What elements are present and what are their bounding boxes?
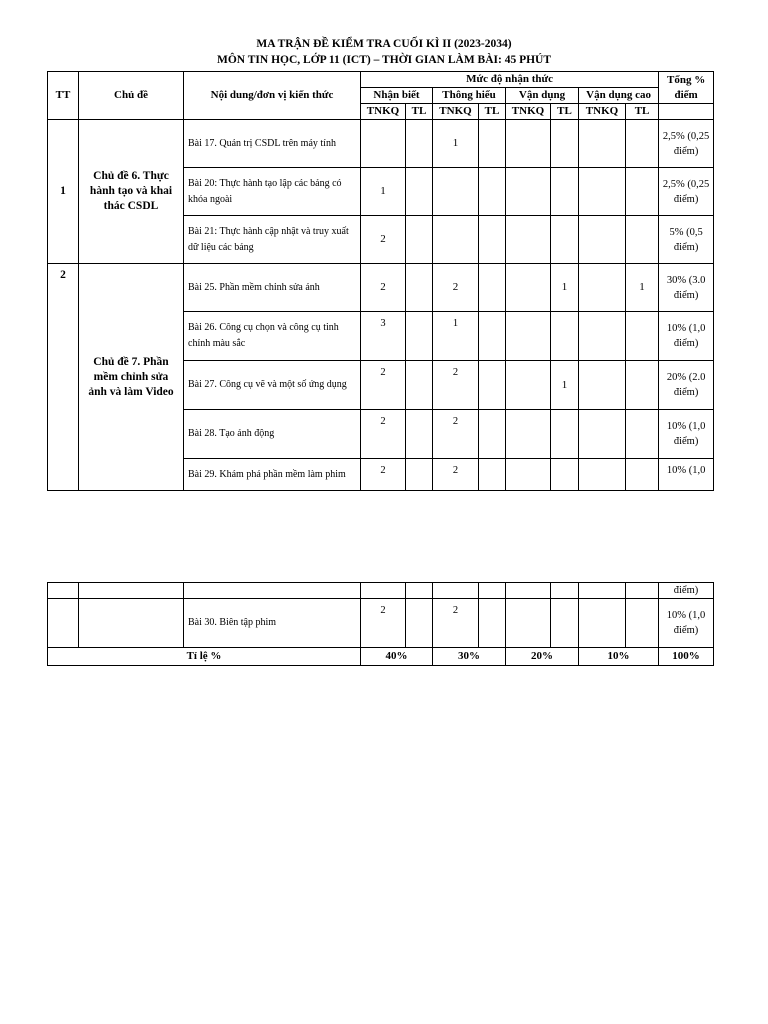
count-cell xyxy=(406,459,433,491)
count-cell xyxy=(551,168,579,216)
table-row xyxy=(48,120,714,168)
count-cell xyxy=(479,312,506,361)
content-cell: Bài 20: Thực hành tạo lập các bảng có khóa ngoài xyxy=(184,168,361,216)
summary-label: Tỉ lệ % xyxy=(48,648,361,666)
header-level-thong-hieu: Thông hiểu xyxy=(433,88,506,104)
total-cell: 2,5% (0,25 điểm) xyxy=(659,120,714,168)
total-cell: điểm) xyxy=(659,583,714,599)
subheader-empty xyxy=(659,104,714,120)
count-cell: 1 xyxy=(433,312,479,361)
count-cell xyxy=(506,410,551,459)
count-cell: 2 xyxy=(433,599,479,648)
count-cell xyxy=(406,168,433,216)
total-cell: 20% (2.0 điểm) xyxy=(659,361,714,410)
count-cell: 3 xyxy=(361,312,406,361)
table-row xyxy=(48,583,714,599)
count-cell xyxy=(506,264,551,312)
count-cell: 1 xyxy=(433,120,479,168)
count-cell xyxy=(406,583,433,599)
topic-name: Chủ đề 6. Thực hành tạo và khai thác CSDL xyxy=(79,120,184,264)
count-cell xyxy=(406,120,433,168)
header-tt: TT xyxy=(48,72,79,120)
header-content: Nội dung/đơn vị kiến thức xyxy=(184,72,361,120)
count-cell xyxy=(433,216,479,264)
count-cell xyxy=(506,120,551,168)
count-cell xyxy=(506,168,551,216)
count-cell: 2 xyxy=(361,361,406,410)
topic-number: 1 xyxy=(48,120,79,264)
count-cell: 2 xyxy=(433,410,479,459)
count-cell xyxy=(626,361,659,410)
empty-cell xyxy=(48,583,79,599)
content-cell: Bài 25. Phần mềm chỉnh sửa ảnh xyxy=(184,264,361,312)
content-cell: Bài 27. Công cụ vẽ và một số ứng dụng xyxy=(184,361,361,410)
subheader-tl: TL xyxy=(406,104,433,120)
count-cell xyxy=(579,312,626,361)
count-cell xyxy=(626,583,659,599)
total-cell: 10% (1,0 xyxy=(659,459,714,491)
count-cell xyxy=(506,459,551,491)
count-cell xyxy=(479,168,506,216)
header-level-van-dung-cao: Vận dụng cao xyxy=(579,88,659,104)
count-cell xyxy=(579,459,626,491)
count-cell: 1 xyxy=(551,264,579,312)
count-cell xyxy=(626,168,659,216)
subheader-tnkq: TNKQ xyxy=(433,104,479,120)
subheader-tl: TL xyxy=(626,104,659,120)
count-cell xyxy=(406,312,433,361)
count-cell xyxy=(506,361,551,410)
subheader-tl: TL xyxy=(479,104,506,120)
count-cell xyxy=(551,459,579,491)
count-cell xyxy=(506,312,551,361)
count-cell xyxy=(406,410,433,459)
count-cell xyxy=(551,410,579,459)
count-cell xyxy=(626,459,659,491)
count-cell xyxy=(579,410,626,459)
count-cell xyxy=(506,599,551,648)
count-cell xyxy=(479,599,506,648)
summary-row xyxy=(48,648,714,666)
count-cell: 2 xyxy=(433,459,479,491)
content-cell: Bài 29. Khám phá phần mềm làm phim xyxy=(184,459,361,491)
count-cell xyxy=(551,120,579,168)
summary-nhan-biet: 40% xyxy=(361,648,433,666)
total-cell: 10% (1,0 điểm) xyxy=(659,312,714,361)
count-cell xyxy=(551,599,579,648)
header-total: Tổng % điểm xyxy=(659,72,714,104)
content-cell: Bài 26. Công cụ chọn và công cụ tinh chỉnh màu sắc xyxy=(184,312,361,361)
document-subtitle: MÔN TIN HỌC, LỚP 11 (ICT) – THỜI GIAN LÀM BÀI: 45 PHÚT xyxy=(216,54,552,66)
count-cell: 2 xyxy=(433,264,479,312)
count-cell xyxy=(579,264,626,312)
table-row xyxy=(48,264,714,312)
subheader-tnkq: TNKQ xyxy=(361,104,406,120)
count-cell xyxy=(579,599,626,648)
count-cell xyxy=(506,583,551,599)
count-cell xyxy=(433,168,479,216)
count-cell xyxy=(479,459,506,491)
topic-number: 2 xyxy=(48,264,79,491)
count-cell xyxy=(579,361,626,410)
header-level-van-dung: Vận dụng xyxy=(506,88,579,104)
count-cell xyxy=(479,120,506,168)
total-cell: 10% (1,0 điểm) xyxy=(659,410,714,459)
count-cell xyxy=(479,216,506,264)
count-cell xyxy=(579,168,626,216)
count-cell xyxy=(626,216,659,264)
count-cell xyxy=(406,216,433,264)
count-cell xyxy=(626,410,659,459)
count-cell xyxy=(406,264,433,312)
count-cell xyxy=(551,216,579,264)
empty-cell xyxy=(79,599,184,648)
count-cell: 2 xyxy=(361,216,406,264)
count-cell xyxy=(406,361,433,410)
empty-cell xyxy=(48,599,79,648)
count-cell: 2 xyxy=(361,264,406,312)
total-cell: 30% (3.0 điểm) xyxy=(659,264,714,312)
matrix-table xyxy=(47,71,714,491)
count-cell xyxy=(361,120,406,168)
count-cell: 1 xyxy=(361,168,406,216)
summary-total: 100% xyxy=(659,648,714,666)
count-cell: 2 xyxy=(361,459,406,491)
topic-name: Chủ đề 7. Phần mềm chỉnh sửa ảnh và làm Video xyxy=(79,264,184,491)
header-level-nhan-biet: Nhận biết xyxy=(361,88,433,104)
table-row xyxy=(48,599,714,648)
count-cell xyxy=(551,312,579,361)
summary-van-dung: 20% xyxy=(506,648,579,666)
total-cell: 2,5% (0,25 điểm) xyxy=(659,168,714,216)
summary-thong-hieu: 30% xyxy=(433,648,506,666)
count-cell xyxy=(626,120,659,168)
summary-van-dung-cao: 10% xyxy=(579,648,659,666)
total-cell: 5% (0,5 điểm) xyxy=(659,216,714,264)
count-cell: 2 xyxy=(433,361,479,410)
header-topic: Chủ đề xyxy=(79,72,184,120)
subheader-tnkq: TNKQ xyxy=(579,104,626,120)
count-cell xyxy=(406,599,433,648)
count-cell xyxy=(579,216,626,264)
count-cell xyxy=(551,583,579,599)
count-cell xyxy=(479,410,506,459)
content-cell: Bài 17. Quản trị CSDL trên máy tính xyxy=(184,120,361,168)
count-cell xyxy=(361,583,406,599)
empty-cell xyxy=(79,583,184,599)
content-cell: Bài 28. Tạo ảnh động xyxy=(184,410,361,459)
count-cell xyxy=(626,312,659,361)
matrix-table-continued xyxy=(47,582,714,666)
count-cell xyxy=(479,583,506,599)
count-cell xyxy=(579,583,626,599)
count-cell xyxy=(579,120,626,168)
count-cell xyxy=(433,583,479,599)
count-cell: 2 xyxy=(361,410,406,459)
count-cell xyxy=(626,599,659,648)
count-cell xyxy=(479,361,506,410)
subheader-tnkq: TNKQ xyxy=(506,104,551,120)
document-title: MA TRẬN ĐỀ KIỂM TRA CUỐI KÌ II (2023-2034) xyxy=(256,38,512,50)
content-cell xyxy=(184,583,361,599)
content-cell: Bài 21: Thực hành cập nhật và truy xuất dữ liệu các bảng xyxy=(184,216,361,264)
subheader-tl: TL xyxy=(551,104,579,120)
total-cell: 10% (1,0 điểm) xyxy=(659,599,714,648)
count-cell xyxy=(506,216,551,264)
count-cell: 1 xyxy=(626,264,659,312)
count-cell xyxy=(479,264,506,312)
count-cell: 2 xyxy=(361,599,406,648)
count-cell: 1 xyxy=(551,361,579,410)
header-level: Mức độ nhận thức xyxy=(361,72,659,88)
content-cell: Bài 30. Biên tập phim xyxy=(184,599,361,648)
